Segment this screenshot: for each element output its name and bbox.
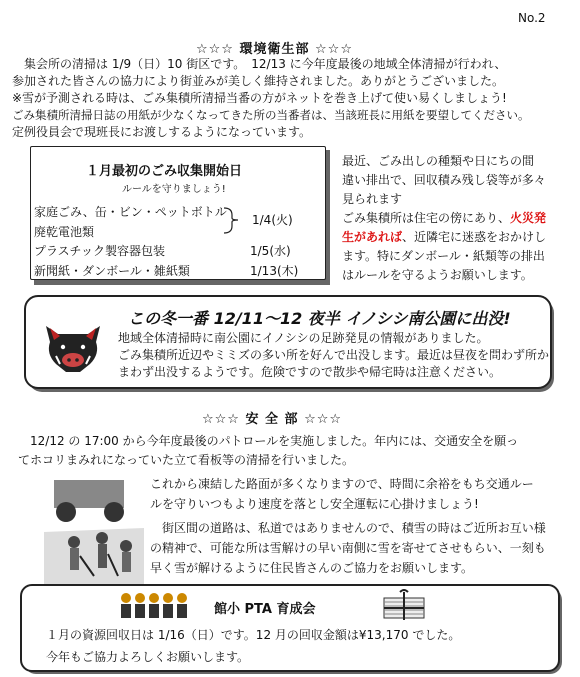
pta-heading: 館小 PTA 育成会 — [214, 602, 316, 617]
side-note-line: 、近隣宅に迷惑をおかけし — [402, 230, 547, 244]
safety-line: これから凍結した路面が多くなりますので、時間に余裕をもち交通ルー — [150, 477, 534, 491]
garbage-row-label: 新聞紙・ダンボール・雑紙類 — [34, 264, 190, 278]
env-body — [12, 56, 530, 141]
garbage-row-date: 1/5(水) — [250, 244, 291, 258]
side-note-line: 最近、ごみ出しの種類や日にちの間 — [342, 154, 535, 168]
pta-line: １月の資源回収日は 1/16（日）です。12 月の回収金額は¥13,170 でした。 — [46, 628, 461, 642]
safety-line: の精神で、可能な所は雪解けの早い南側に雪を寄せてさせもらい、一刻も — [150, 541, 546, 555]
env-line: 参加された皆さんの協力により街並みが美しく維持されました。ありがとうございました。 — [12, 74, 505, 88]
boar-icon — [40, 320, 106, 376]
env-line: 集会所の清掃は 1/9（日）10 街区です。 12/13 に今年度最後の地域全体清掃が行われ、 — [12, 57, 507, 71]
env-line: ごみ集積所清掃日誌の用紙が少なくなってきた所の当番者は、当該班長に用紙を要望してください。 — [12, 108, 530, 122]
safety-heading: ☆☆☆ 安 全 部 ☆☆☆ — [202, 412, 343, 427]
side-note-line: 違い排出で、回収積み残し袋等が多々 — [342, 173, 546, 187]
side-note-line: ます。特にダンボール・紙類等の排出 — [342, 249, 545, 263]
bracket-icon — [222, 206, 252, 236]
boar-body — [118, 330, 549, 381]
page-number: No.2 — [518, 11, 546, 25]
boar-line: まわず出没するようです。危険ですので散歩や帰宅時は注意ください。 — [118, 365, 502, 379]
boar-line: ごみ集積所近辺やミミズの多い所を好んで出没します。最近は昼夜を問わず所か — [118, 348, 550, 362]
safety-line: 早く雪が解けるように住民皆さんのご協力をお願いします。 — [150, 561, 474, 575]
safety-body-top — [18, 432, 518, 470]
boar-headline: この冬一番 12/11～12 夜半 イノシシ南公園に出没! — [128, 309, 511, 328]
garbage-row-date: 1/13(木) — [250, 264, 299, 278]
side-note-line: 見られます — [342, 192, 403, 206]
boar-line: 地域全体清掃時に南公園にイノシシの足跡発見の情報がありました。 — [118, 331, 489, 345]
side-note-line: ごみ集積所は住宅の傍にあり、 — [342, 211, 511, 225]
safety-line: 街区間の道路は、私道ではありませんので、積雪の時はご近所お互い様 — [150, 521, 546, 535]
env-line: 定例役員会で現班長にお渡しするようになっています。 — [12, 125, 312, 139]
pta-body — [46, 624, 460, 668]
newspaper-bundle-icon — [380, 588, 428, 622]
pta-line: 今年もご協力よろしくお願いします。 — [46, 650, 250, 664]
garbage-row-label: プラスチック製容器包装 — [34, 244, 166, 258]
garbage-title: １月最初のごみ収集開始日 — [86, 164, 243, 179]
side-note — [342, 152, 546, 285]
safety-line: ルを守りいつもより速度を落とし安全運転に心掛けましょう! — [150, 497, 479, 511]
snow-clearing-illustration-icon — [44, 472, 144, 584]
safety-line: 12/12 の 17:00 から今年度最後のパトロールを実施しました。年内には、交通安全を願っ — [18, 434, 519, 448]
garbage-row-date: 1/4(火) — [252, 213, 293, 227]
safety-body-mid — [150, 474, 534, 514]
garbage-row-label: 家庭ごみ、缶・ビン・ペットボトル — [34, 205, 227, 219]
fire-warning: 生があれば — [342, 230, 403, 244]
env-line: ※雪が予測される時は、ごみ集積所清掃当番の方がネットを巻き上げて使い易くしましょう! — [12, 91, 507, 105]
garbage-subtitle: ルールを守りましょう! — [122, 184, 226, 195]
children-group-icon — [118, 592, 196, 620]
fire-warning: 火災発 — [510, 211, 547, 225]
garbage-row-label: 廃乾電池類 — [34, 225, 95, 239]
env-heading: ☆☆☆ 環境衛生部 ☆☆☆ — [196, 42, 353, 57]
safety-body-bottom — [150, 518, 546, 578]
safety-line: てホコリまみれになっていた立て看板等の清掃を行いました。 — [18, 453, 355, 467]
side-note-line: はルールを守るようお願いします。 — [342, 268, 533, 282]
